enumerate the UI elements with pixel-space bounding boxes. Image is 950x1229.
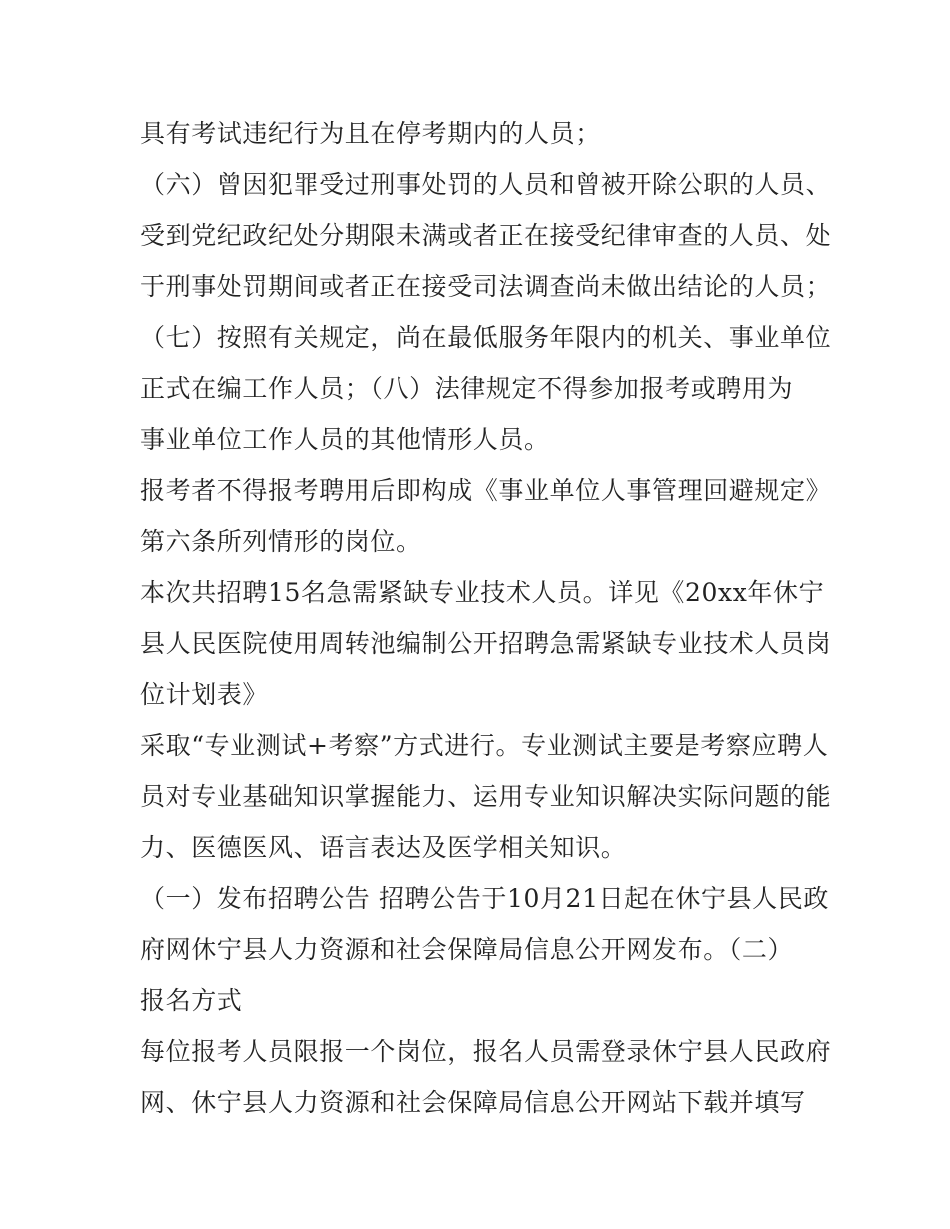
text-line: 受到党纪政纪处分期限未满或者正在接受纪律审查的人员、处 xyxy=(140,221,832,250)
document-body xyxy=(140,108,830,1128)
text-line: （一）发布招聘公告 招聘公告于10月21日起在休宁县人民政 xyxy=(140,884,829,913)
text-line: 报考者不得报考聘用后即构成《事业单位人事管理回避规定》 xyxy=(140,476,832,505)
text-line: 县人民医院使用周转池编制公开招聘急需紧缺专业技术人员岗 xyxy=(140,629,832,658)
text-line: 事业单位工作人员的其他情形人员。 xyxy=(140,425,550,454)
text-line: 府网休宁县人力资源和社会保障局信息公开网发布。（二） xyxy=(140,935,794,964)
text-line: 具有考试违纪行为且在停考期内的人员； xyxy=(140,119,601,148)
text-line: （六）曾因犯罪受过刑事处罚的人员和曾被开除公职的人员、 xyxy=(140,170,832,199)
text-line: 网、休宁县人力资源和社会保障局信息公开网站下载并填写 xyxy=(140,1088,806,1117)
text-line: 力、医德医风、语言表达及医学相关知识。 xyxy=(140,833,627,862)
text-line: 本次共招聘15名急需紧缺专业技术人员。详见《20xx年休宁 xyxy=(140,578,825,607)
text-line: 于刑事处罚期间或者正在接受司法调查尚未做出结论的人员； xyxy=(140,272,832,301)
text-line: 报名方式 xyxy=(140,986,243,1015)
text-line: （七）按照有关规定，尚在最低服务年限内的机关、事业单位 xyxy=(140,323,832,352)
text-line: 正式在编工作人员；（八）法律规定不得参加报考或聘用为 xyxy=(140,374,794,403)
text-line: 位计划表》 xyxy=(140,680,269,709)
text-line: 员对专业基础知识掌握能力、运用专业知识解决实际问题的能 xyxy=(140,782,832,811)
text-line: 每位报考人员限报一个岗位，报名人员需登录休宁县人民政府 xyxy=(140,1037,832,1066)
text-line: 第六条所列情形的岗位。 xyxy=(140,527,422,556)
text-line: 采取“专业测试+考察”方式进行。专业测试主要是考察应聘人 xyxy=(140,731,829,760)
